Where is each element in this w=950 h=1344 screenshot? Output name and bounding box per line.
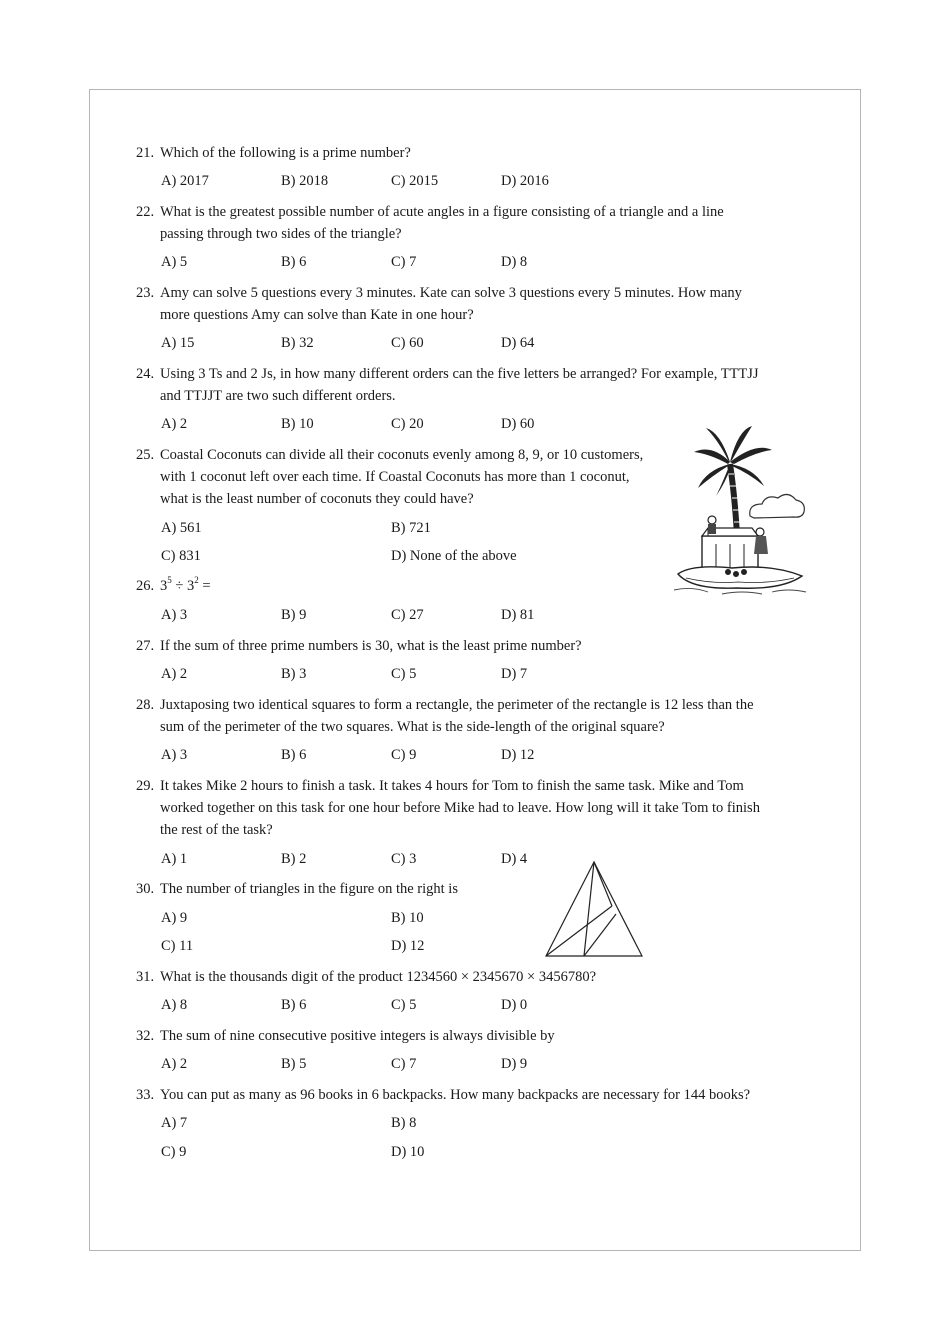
- options-33-row-1: [161, 1112, 801, 1134]
- option-d[interactable]: D) 12: [391, 938, 425, 954]
- option-d[interactable]: D) 7: [501, 666, 528, 682]
- option-c[interactable]: C) 9: [161, 1144, 187, 1160]
- option-c[interactable]: C) 7: [391, 254, 417, 270]
- question-number: 28.: [136, 697, 155, 713]
- equals-sign: =: [202, 578, 211, 594]
- option-c[interactable]: C) 60: [391, 335, 424, 351]
- options-23: [161, 332, 801, 354]
- option-a[interactable]: A) 15: [161, 335, 195, 351]
- question-text-line-2: with 1 coconut left over each time. If Coastal Coconuts has more than 1 coconut,: [160, 469, 630, 485]
- options-26: [161, 604, 801, 626]
- question-text-line-2: passing through two sides of the triangle?: [160, 226, 402, 242]
- option-c[interactable]: C) 27: [391, 607, 424, 623]
- option-d[interactable]: D) 81: [501, 607, 535, 623]
- option-a[interactable]: A) 7: [161, 1115, 188, 1131]
- option-c[interactable]: C) 20: [391, 416, 424, 432]
- option-a[interactable]: A) 2: [161, 666, 188, 682]
- option-b[interactable]: B) 9: [281, 607, 307, 623]
- base: 3: [160, 578, 168, 594]
- option-c[interactable]: C) 11: [161, 938, 194, 954]
- option-d[interactable]: D) 10: [391, 1144, 425, 1160]
- option-d[interactable]: D) 2016: [501, 173, 549, 189]
- question-number: 26.: [136, 578, 155, 594]
- option-b[interactable]: B) 6: [281, 254, 307, 270]
- question-text: The number of triangles in the figure on the right is: [160, 881, 458, 897]
- triangle-figure: [540, 858, 648, 962]
- base: 3: [186, 578, 195, 594]
- question-text-line-3: what is the least number of coconuts they could have?: [160, 491, 474, 507]
- option-c[interactable]: C) 9: [391, 747, 417, 763]
- option-c[interactable]: C) 7: [391, 1056, 417, 1072]
- option-a[interactable]: A) 2: [161, 1056, 188, 1072]
- option-b[interactable]: B) 10: [391, 910, 424, 926]
- question-number: 32.: [136, 1028, 155, 1044]
- question-text-line-1: Juxtaposing two identical squares to form a rectangle, the perimeter of the rectangle is 12 less than the: [160, 697, 754, 713]
- options-22: [161, 251, 801, 273]
- option-b[interactable]: B) 8: [391, 1115, 417, 1131]
- option-d[interactable]: D) 9: [501, 1056, 528, 1072]
- question-text-line-1: Coastal Coconuts can divide all their coconuts evenly among 8, 9, or 10 customers,: [160, 447, 644, 463]
- option-a[interactable]: A) 5: [161, 254, 188, 270]
- options-32: [161, 1053, 801, 1075]
- question-text-line-1: What is the greatest possible number of acute angles in a figure consisting of a triangle and a line: [160, 204, 724, 220]
- question-number: 24.: [136, 366, 155, 382]
- options-30-row-2: [161, 935, 801, 957]
- question-text-line-1: It takes Mike 2 hours to finish a task. It takes 4 hours for Tom to finish the same task. Mike and Tom: [160, 778, 744, 794]
- option-d[interactable]: D) 64: [501, 335, 535, 351]
- option-b[interactable]: B) 3: [281, 666, 307, 682]
- option-a[interactable]: A) 3: [161, 607, 188, 623]
- question-text: If the sum of three prime numbers is 30, what is the least prime number?: [160, 638, 582, 654]
- options-31: [161, 994, 801, 1016]
- question-text-line-2: and TTJJT are two such different orders.: [160, 388, 396, 404]
- question-number: 22.: [136, 204, 155, 220]
- option-d[interactable]: D) 8: [501, 254, 528, 270]
- option-b[interactable]: B) 721: [391, 520, 431, 536]
- exponent: 2: [194, 575, 199, 586]
- question-text-line-2: worked together on this task for one hour before Mike had to leave. How long will it take Tom to finish: [160, 800, 760, 816]
- option-b[interactable]: B) 32: [281, 335, 314, 351]
- option-a[interactable]: A) 8: [161, 997, 188, 1013]
- options-29: [161, 848, 801, 870]
- question-number: 23.: [136, 285, 155, 301]
- question-text-line-2: sum of the perimeter of the two squares. What is the side-length of the original square?: [160, 719, 665, 735]
- question-number: 31.: [136, 969, 155, 985]
- option-a[interactable]: A) 9: [161, 910, 188, 926]
- option-d[interactable]: D) 4: [501, 851, 528, 867]
- question-text-line-1: Using 3 Ts and 2 Js, in how many different orders can the five letters be arranged? For example, TTTJJ: [160, 366, 759, 382]
- option-a[interactable]: A) 1: [161, 851, 188, 867]
- question-text-line-3: the rest of the task?: [160, 822, 273, 838]
- option-d[interactable]: D) None of the above: [391, 548, 517, 564]
- question-text: You can put as many as 96 books in 6 backpacks. How many backpacks are necessary for 144 books?: [160, 1087, 751, 1103]
- option-b[interactable]: B) 5: [281, 1056, 307, 1072]
- option-a[interactable]: A) 2017: [161, 173, 209, 189]
- question-number: 21.: [136, 145, 155, 161]
- option-c[interactable]: C) 831: [161, 548, 201, 564]
- option-a[interactable]: A) 2: [161, 416, 188, 432]
- question-number: 29.: [136, 778, 155, 794]
- option-b[interactable]: B) 2: [281, 851, 307, 867]
- palm-island-illustration: [672, 424, 810, 602]
- question-number: 30.: [136, 881, 155, 897]
- option-c[interactable]: C) 3: [391, 851, 417, 867]
- math-expression: [160, 575, 211, 597]
- option-b[interactable]: B) 2018: [281, 173, 329, 189]
- options-33-row-2: [161, 1141, 801, 1163]
- options-21: [161, 170, 801, 192]
- exponent: 5: [167, 575, 172, 586]
- question-text: Which of the following is a prime number?: [160, 145, 411, 161]
- question-text-line-1: Amy can solve 5 questions every 3 minutes. Kate can solve 3 questions every 5 minutes. How many: [160, 285, 742, 301]
- option-c[interactable]: C) 5: [391, 666, 417, 682]
- option-a[interactable]: A) 3: [161, 747, 188, 763]
- option-c[interactable]: C) 5: [391, 997, 417, 1013]
- option-b[interactable]: B) 6: [281, 747, 307, 763]
- question-text: The sum of nine consecutive positive integers is always divisible by: [160, 1028, 555, 1044]
- option-c[interactable]: C) 2015: [391, 173, 439, 189]
- operator: ÷: [175, 578, 184, 594]
- option-a[interactable]: A) 561: [161, 520, 202, 536]
- question-number: 25.: [136, 447, 155, 463]
- option-d[interactable]: D) 0: [501, 997, 528, 1013]
- question-number: 27.: [136, 638, 155, 654]
- options-30-row-1: [161, 907, 801, 929]
- options-27: [161, 663, 801, 685]
- question-text: What is the thousands digit of the product 1234560 × 2345670 × 3456780?: [160, 969, 596, 985]
- option-d[interactable]: D) 60: [501, 416, 535, 432]
- option-b[interactable]: B) 10: [281, 416, 314, 432]
- option-d[interactable]: D) 12: [501, 747, 535, 763]
- question-number: 33.: [136, 1087, 155, 1103]
- options-28: [161, 744, 801, 766]
- option-b[interactable]: B) 6: [281, 997, 307, 1013]
- question-text-line-2: more questions Amy can solve than Kate in one hour?: [160, 307, 474, 323]
